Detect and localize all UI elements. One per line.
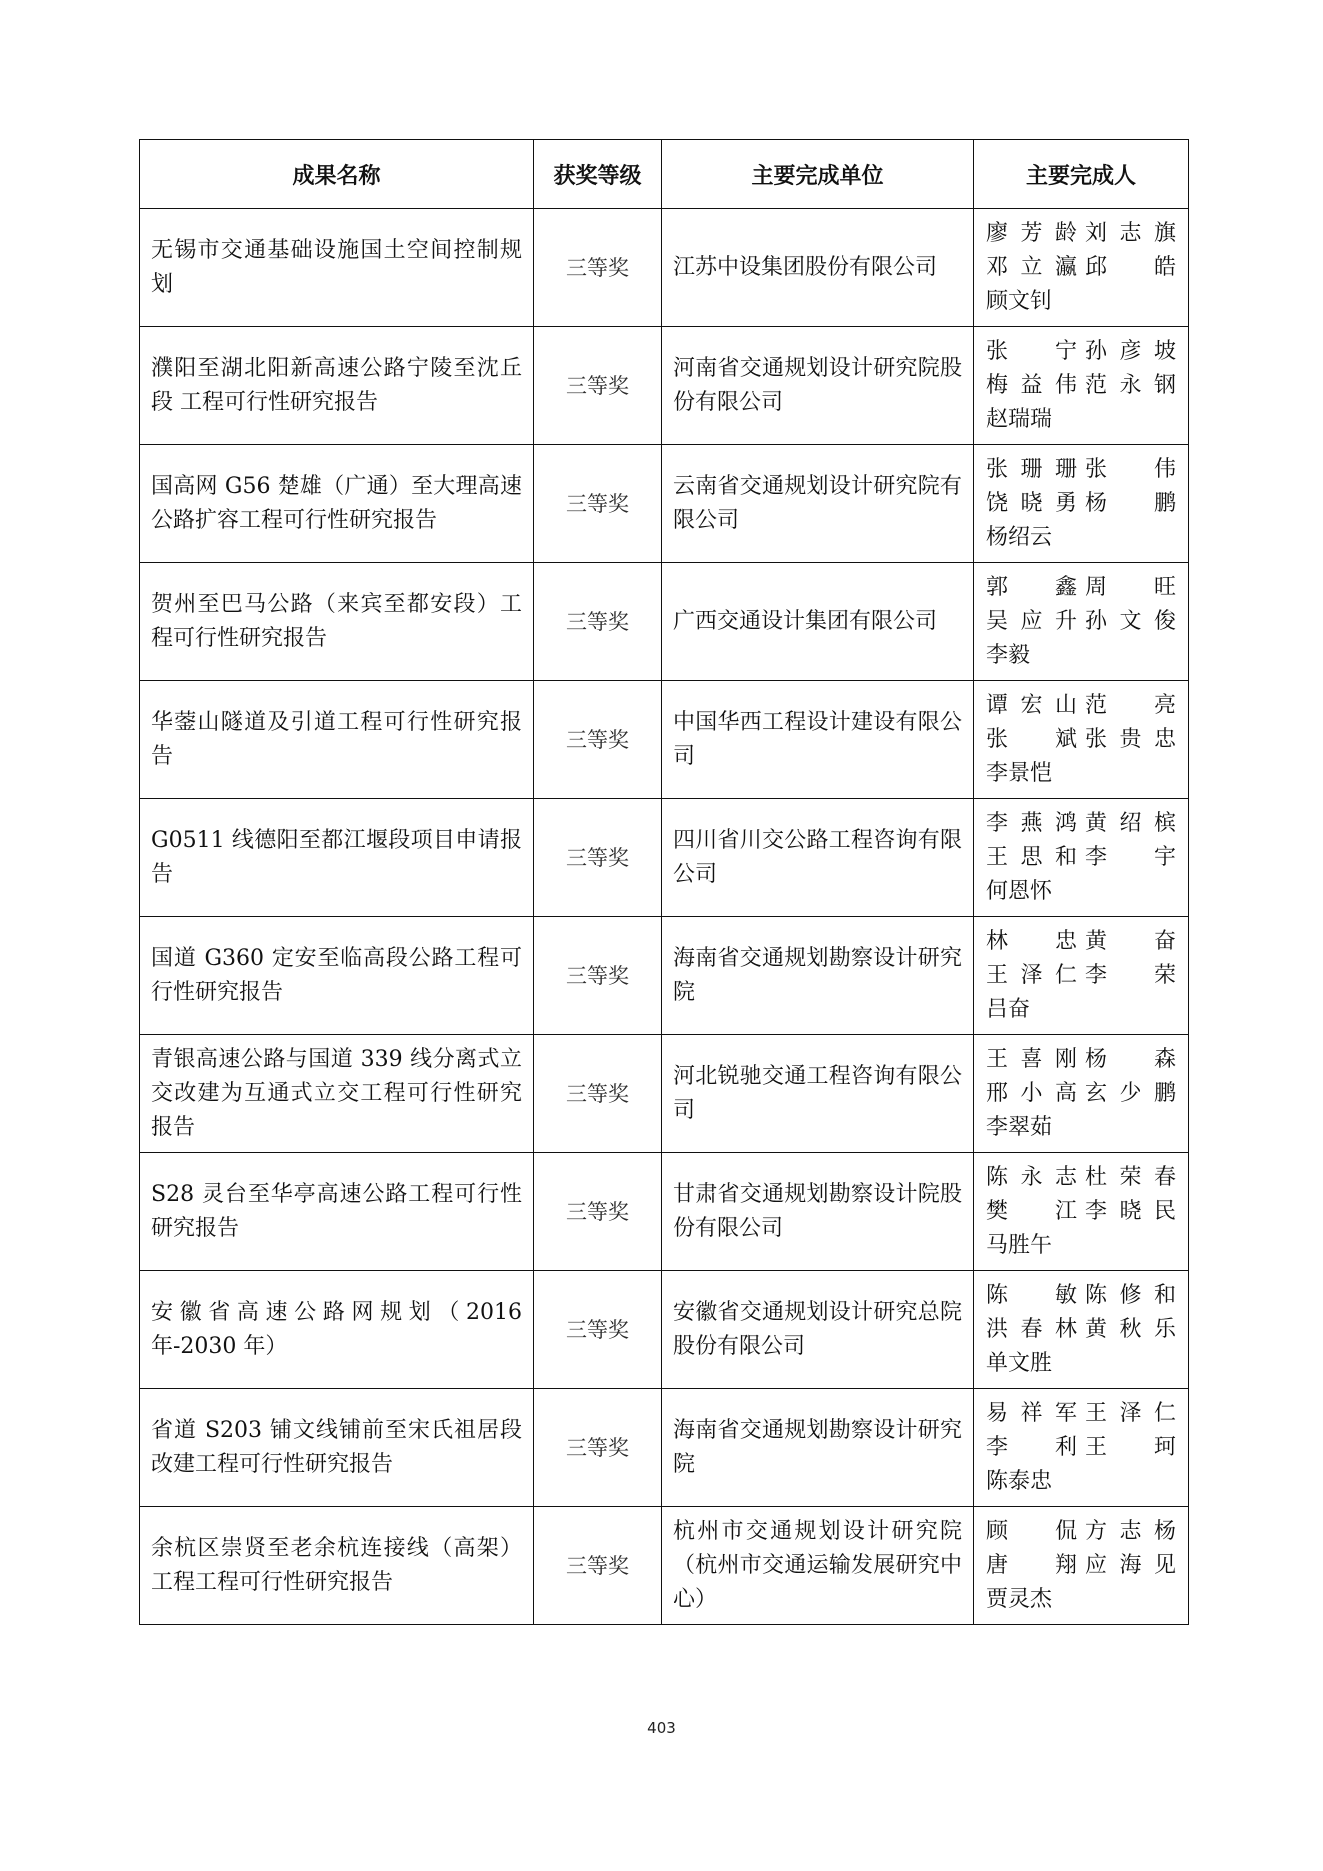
achievement-name-cell: 华蓥山隧道及引道工程可行性研究报告: [140, 681, 534, 799]
contributors-cell: [974, 563, 1189, 681]
table-row: [140, 209, 1189, 327]
award-level-cell: 三等奖: [534, 1389, 662, 1507]
contributor-name: 张伟: [1085, 456, 1176, 482]
achievement-name-cell: G0511 线德阳至都江堰段项目申请报告: [140, 799, 534, 917]
contributors-list: [986, 571, 1176, 673]
contributor-name: 李毅: [986, 642, 1031, 668]
main-unit-cell: 河南省交通规划设计研究院股份有限公司: [662, 327, 974, 445]
contributors-cell: [974, 799, 1189, 917]
contributor-name: 黄绍槟: [1085, 810, 1176, 836]
contributor-name: 王泽仁: [1085, 1400, 1176, 1426]
award-level-cell: 三等奖: [534, 681, 662, 799]
contributor-name: 谭宏山: [986, 692, 1077, 718]
contributor-name: 洪春林: [986, 1316, 1077, 1342]
contributor-name: 杨森: [1085, 1046, 1176, 1072]
contributor-name: 孙文俊: [1085, 608, 1176, 634]
contributors-cell: [974, 1507, 1189, 1625]
main-unit-cell: 河北锐驰交通工程咨询有限公司: [662, 1035, 974, 1153]
main-unit-cell: 中国华西工程设计建设有限公司: [662, 681, 974, 799]
contributors-list: [986, 689, 1176, 791]
table-body: [140, 209, 1189, 1625]
contributor-name: 李宇: [1085, 844, 1176, 870]
contributor-name: 黄奋: [1085, 928, 1176, 954]
contributor-name: 梅益伟: [986, 372, 1077, 398]
contributors-cell: [974, 209, 1189, 327]
contributors-list: [986, 217, 1176, 319]
award-level-cell: 三等奖: [534, 917, 662, 1035]
contributor-name: 杨鹏: [1085, 490, 1176, 516]
contributors-list: [986, 1161, 1176, 1263]
contributor-name: 刘志旗: [1085, 220, 1176, 246]
table-row: [140, 563, 1189, 681]
contributors-cell: [974, 681, 1189, 799]
table-row: [140, 1507, 1189, 1625]
award-level-cell: 三等奖: [534, 1035, 662, 1153]
contributor-name: 何恩怀: [986, 878, 1053, 904]
contributors-list: [986, 453, 1176, 555]
contributor-name: 顾侃: [986, 1518, 1077, 1544]
achievement-name-cell: 安徽省高速公路网规划（2016 年-2030 年）: [140, 1271, 534, 1389]
main-unit-cell: 甘肃省交通规划勘察设计院股份有限公司: [662, 1153, 974, 1271]
contributor-name: 应海见: [1085, 1552, 1176, 1578]
award-level-cell: 三等奖: [534, 1507, 662, 1625]
table-row: [140, 1035, 1189, 1153]
main-unit-cell: 杭州市交通规划设计研究院（杭州市交通运输发展研究中心）: [662, 1507, 974, 1625]
contributors-list: [986, 1515, 1176, 1617]
header-achievement-name: 成果名称: [140, 140, 534, 209]
contributor-name: 单文胜: [986, 1350, 1053, 1376]
header-award-level: 获奖等级: [534, 140, 662, 209]
contributor-name: 玄少鹏: [1085, 1080, 1176, 1106]
achievement-name-cell: 余杭区崇贤至老余杭连接线（高架）工程工程可行性研究报告: [140, 1507, 534, 1625]
achievement-name-cell: 省道 S203 铺文线铺前至宋氏祖居段改建工程可行性研究报告: [140, 1389, 534, 1507]
contributor-name: 易祥军: [986, 1400, 1077, 1426]
page-number: 403: [647, 1719, 676, 1737]
contributor-name: 李晓民: [1085, 1198, 1176, 1224]
contributors-cell: [974, 1035, 1189, 1153]
header-main-contributors: 主要完成人: [974, 140, 1189, 209]
contributor-name: 赵瑞瑞: [986, 406, 1053, 432]
contributor-name: 张斌: [986, 726, 1077, 752]
contributor-name: 张贵忠: [1085, 726, 1176, 752]
contributor-name: 黄秋乐: [1085, 1316, 1176, 1342]
contributor-name: 饶晓勇: [986, 490, 1077, 516]
contributor-name: 唐翔: [986, 1552, 1077, 1578]
contributors-list: [986, 1279, 1176, 1381]
achievement-name-cell: S28 灵台至华亭高速公路工程可行性研究报告: [140, 1153, 534, 1271]
award-level-cell: 三等奖: [534, 563, 662, 681]
contributor-name: 王喜刚: [986, 1046, 1077, 1072]
contributors-cell: [974, 1153, 1189, 1271]
header-main-unit: 主要完成单位: [662, 140, 974, 209]
main-unit-cell: 江苏中设集团股份有限公司: [662, 209, 974, 327]
contributor-name: 邓立瀛: [986, 254, 1077, 280]
contributor-name: 林忠: [986, 928, 1077, 954]
main-unit-cell: 四川省川交公路工程咨询有限公司: [662, 799, 974, 917]
table-row: [140, 1271, 1189, 1389]
contributor-name: 周旺: [1085, 574, 1176, 600]
contributor-name: 陈敏: [986, 1282, 1077, 1308]
contributor-name: 王思和: [986, 844, 1077, 870]
main-unit-cell: 海南省交通规划勘察设计研究院: [662, 917, 974, 1035]
contributors-list: [986, 335, 1176, 437]
table-row: [140, 681, 1189, 799]
award-level-cell: 三等奖: [534, 209, 662, 327]
table-header-row: [140, 140, 1189, 209]
contributor-name: 邱皓: [1085, 254, 1176, 280]
award-level-cell: 三等奖: [534, 1271, 662, 1389]
contributors-cell: [974, 445, 1189, 563]
contributor-name: 顾文钊: [986, 288, 1053, 314]
contributor-name: 张宁: [986, 338, 1077, 364]
table-row: [140, 445, 1189, 563]
contributor-name: 范永钢: [1085, 372, 1176, 398]
achievement-name-cell: 国高网 G56 楚雄（广通）至大理高速公路扩容工程可行性研究报告: [140, 445, 534, 563]
contributor-name: 杨绍云: [986, 524, 1053, 550]
achievement-name-cell: 青银高速公路与国道 339 线分离式立交改建为互通式立交工程可行性研究报告: [140, 1035, 534, 1153]
contributor-name: 陈泰忠: [986, 1468, 1053, 1494]
contributor-name: 杜荣春: [1085, 1164, 1176, 1190]
contributor-name: 马胜午: [986, 1232, 1053, 1258]
contributor-name: 陈永志: [986, 1164, 1077, 1190]
contributor-name: 郭鑫: [986, 574, 1077, 600]
award-level-cell: 三等奖: [534, 445, 662, 563]
contributor-name: 孙彦坡: [1085, 338, 1176, 364]
main-unit-cell: 安徽省交通规划设计研究总院股份有限公司: [662, 1271, 974, 1389]
contributor-name: 陈修和: [1085, 1282, 1176, 1308]
contributor-name: 李利: [986, 1434, 1077, 1460]
contributors-list: [986, 807, 1176, 909]
contributors-list: [986, 1397, 1176, 1499]
contributor-name: 李景恺: [986, 760, 1053, 786]
contributors-cell: [974, 1389, 1189, 1507]
contributors-cell: [974, 327, 1189, 445]
contributor-name: 范亮: [1085, 692, 1176, 718]
award-level-cell: 三等奖: [534, 1153, 662, 1271]
contributor-name: 贾灵杰: [986, 1586, 1053, 1612]
contributor-name: 王珂: [1085, 1434, 1176, 1460]
contributor-name: 张珊珊: [986, 456, 1077, 482]
award-level-cell: 三等奖: [534, 799, 662, 917]
contributor-name: 邢小高: [986, 1080, 1077, 1106]
contributors-cell: [974, 1271, 1189, 1389]
contributor-name: 王泽仁: [986, 962, 1077, 988]
achievement-name-cell: 国道 G360 定安至临高段公路工程可行性研究报告: [140, 917, 534, 1035]
awards-table: [139, 139, 1189, 1625]
contributor-name: 樊江: [986, 1198, 1077, 1224]
contributor-name: 李燕鸿: [986, 810, 1077, 836]
contributor-name: 李翠茹: [986, 1114, 1053, 1140]
main-unit-cell: 海南省交通规划勘察设计研究院: [662, 1389, 974, 1507]
achievement-name-cell: 无锡市交通基础设施国土空间控制规划: [140, 209, 534, 327]
award-level-cell: 三等奖: [534, 327, 662, 445]
contributor-name: 吴应升: [986, 608, 1077, 634]
contributor-name: 吕奋: [986, 996, 1031, 1022]
table-row: [140, 1153, 1189, 1271]
contributor-name: 李荣: [1085, 962, 1176, 988]
table-row: [140, 327, 1189, 445]
table-row: [140, 1389, 1189, 1507]
main-unit-cell: 广西交通设计集团有限公司: [662, 563, 974, 681]
contributors-list: [986, 1043, 1176, 1145]
table-row: [140, 799, 1189, 917]
contributor-name: 方志杨: [1085, 1518, 1176, 1544]
main-unit-cell: 云南省交通规划设计研究院有限公司: [662, 445, 974, 563]
table-row: [140, 917, 1189, 1035]
contributor-name: 廖芳龄: [986, 220, 1077, 246]
contributors-cell: [974, 917, 1189, 1035]
achievement-name-cell: 濮阳至湖北阳新高速公路宁陵至沈丘段 工程可行性研究报告: [140, 327, 534, 445]
contributors-list: [986, 925, 1176, 1027]
achievement-name-cell: 贺州至巴马公路（来宾至都安段）工程可行性研究报告: [140, 563, 534, 681]
